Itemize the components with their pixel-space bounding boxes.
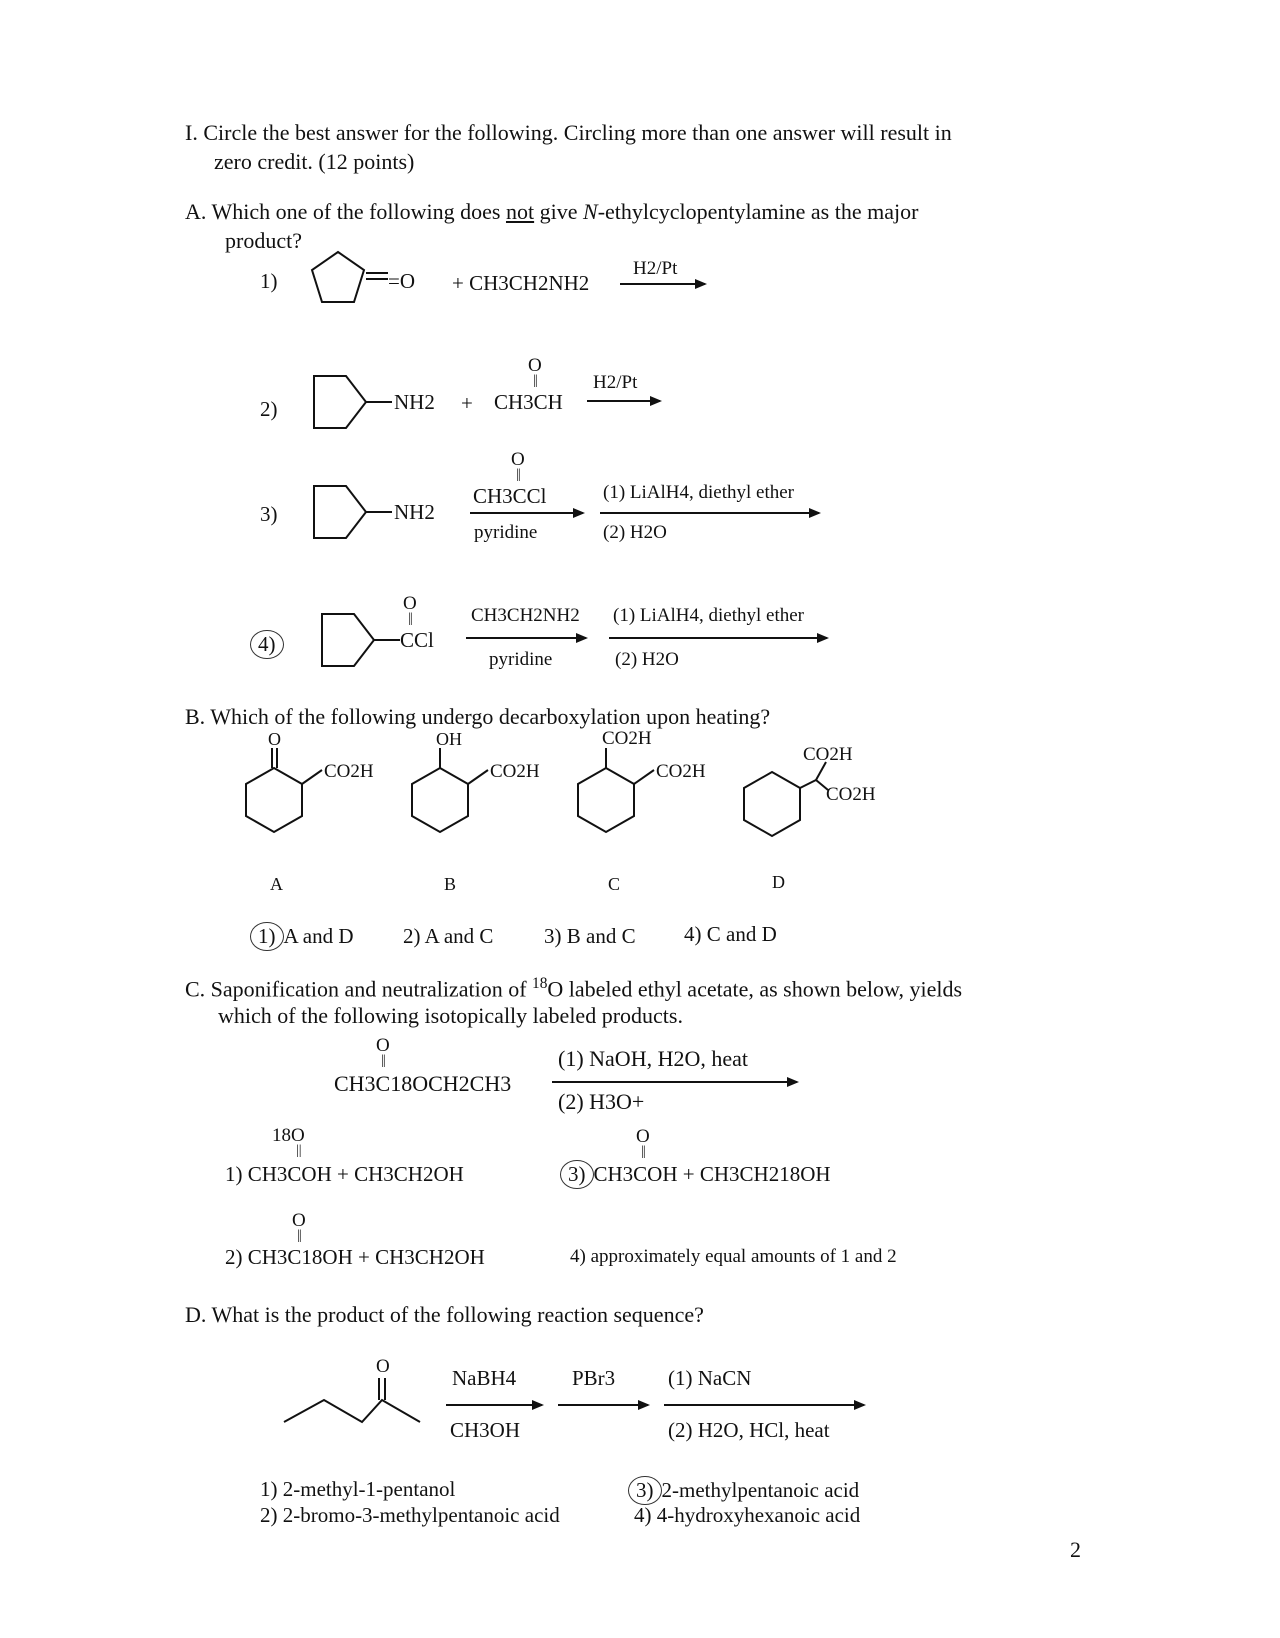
qb-answer-1: [250, 922, 354, 951]
double-bond-mark: ||: [516, 467, 520, 482]
qa-option4-step1: (1) LiAlH4, diethyl ether: [613, 605, 805, 626]
qd-option3-text: 2-methylpentanoic acid: [661, 1478, 860, 1502]
qb-letter-b: B: [444, 874, 457, 894]
double-bond-mark: ||: [297, 1228, 301, 1243]
qc-opt2-carbonyl: [292, 1211, 306, 1243]
carbonyl-oxygen: O: [376, 1035, 390, 1056]
circled-answer: 3): [628, 1476, 662, 1505]
qc-option3-text: CH3COH + CH3CH218OH: [593, 1162, 831, 1186]
qb-structA-co2h: CO2H: [324, 761, 374, 782]
qc-opt1-oxygen: 18O: [272, 1125, 305, 1146]
qd-option1: 1) 2-methyl-1-pentanol: [260, 1477, 456, 1501]
section-heading-line2: zero credit. (12 points): [214, 149, 415, 174]
qa-option4-ccl: CCl: [400, 628, 434, 652]
qb-answer-2: 2) A and C: [403, 924, 494, 948]
qa-option3-step1: (1) LiAlH4, diethyl ether: [603, 482, 795, 503]
qa-option3-reagent: CH3CCl: [473, 484, 547, 508]
qb-structC-side-co2h: CO2H: [656, 761, 706, 782]
qd-reagent3-top: (1) NaCN: [668, 1366, 752, 1390]
qb-structC-top-co2h: CO2H: [602, 728, 652, 749]
qd-reagent3-bottom: (2) H2O, HCl, heat: [668, 1418, 830, 1442]
qa-option1-oxygen: =O: [388, 269, 416, 293]
qb-structB-oh: OH: [436, 729, 462, 749]
qc-option3: [560, 1160, 831, 1189]
cyclopentylamine-ring: [310, 372, 372, 432]
qa-option3-step2: (2) H2O: [603, 522, 667, 543]
qb-structB-co2h: CO2H: [490, 761, 540, 782]
qc-option2: 2) CH3C18OH + CH3CH2OH: [225, 1245, 485, 1269]
qa-option4-label: [250, 630, 284, 659]
qc-ester-carbonyl: [376, 1036, 390, 1068]
hydroxy-cyclohexane-acid-B: [410, 744, 520, 836]
question-c-stem-line2: which of the following isotopically labeled products.: [218, 1003, 683, 1028]
reaction-arrow: [620, 283, 705, 285]
cyclopentanone-ring: [308, 248, 368, 308]
qa-option2-condition: H2/Pt: [593, 372, 638, 393]
qc-stem-post: O labeled ethyl acetate, as shown below, yields: [547, 976, 963, 1002]
qa-option3-label: 3): [260, 502, 278, 526]
double-bond-mark: ||: [641, 1144, 645, 1159]
qa-option4-reagent: CH3CH2NH2: [471, 605, 580, 626]
reaction-arrow: [446, 1404, 542, 1406]
question-a-stem-line2: product?: [225, 228, 302, 253]
reaction-arrow: [600, 512, 819, 514]
2-pentanone-skeletal: [282, 1378, 422, 1428]
qa-option3-carbonyl: [511, 450, 525, 482]
carbonyl-oxygen: O: [511, 449, 525, 470]
qa-stem-post: -ethylcyclopentylamine as the major: [597, 199, 919, 224]
qa-option4-carbonyl: [403, 594, 417, 626]
qc-stem-isotope: 18: [532, 975, 548, 992]
qa-stem-italic-n: N: [583, 199, 598, 224]
reaction-arrow: [587, 400, 660, 402]
qa-option4-step2: (2) H2O: [615, 649, 679, 670]
circled-answer: 4): [250, 630, 284, 659]
circled-answer: 1): [250, 922, 284, 951]
qa-stem-not: not: [505, 199, 535, 224]
cyclopentane-ring: [318, 610, 380, 670]
question-c-stem-line1: [185, 975, 962, 1002]
qa-option1-reagent: + CH3CH2NH2: [452, 271, 590, 295]
reaction-arrow: [664, 1404, 864, 1406]
qc-ester-formula: CH3C18OCH2CH3: [334, 1071, 512, 1096]
qc-option1: 1) CH3COH + CH3CH2OH: [225, 1162, 464, 1186]
reaction-arrow: [470, 512, 583, 514]
qd-reagent2-top: PBr3: [572, 1366, 616, 1390]
qc-step1: (1) NaOH, H2O, heat: [558, 1046, 748, 1071]
qa-option3-pyridine: pyridine: [474, 522, 538, 543]
qc-option4: 4) approximately equal amounts of 1 and 2: [570, 1246, 897, 1267]
qb-structD-side-co2h: CO2H: [826, 784, 876, 805]
question-b-stem: B. Which of the following undergo decarboxylation upon heating?: [185, 704, 771, 729]
qb-letter-d: D: [772, 872, 785, 892]
qb-answer-3: 3) B and C: [544, 924, 636, 948]
qb-answer-1-text: A and D: [283, 924, 354, 948]
qa-option2-reagent: CH3CH: [494, 390, 563, 414]
qa-stem-pre: A. Which one of the following does: [185, 199, 506, 224]
qb-letter-a: A: [270, 874, 283, 894]
reaction-arrow: [552, 1081, 797, 1083]
qb-letter-c: C: [608, 874, 621, 894]
qd-option4: 4) 4-hydroxyhexanoic acid: [634, 1503, 861, 1527]
double-bond-mark: ||: [533, 373, 537, 388]
qb-structD-top-co2h: CO2H: [803, 744, 853, 765]
ring-bond: [366, 509, 396, 515]
carbonyl-oxygen: O: [528, 355, 542, 376]
qa-stem-mid: give: [534, 199, 583, 224]
section-heading-line1: I. Circle the best answer for the following. Circling more than one answer will result in: [185, 120, 952, 145]
double-bond-mark: ||: [408, 611, 412, 626]
qa-option1-label: 1): [260, 269, 278, 293]
qa-option2-nh2: NH2: [394, 390, 435, 414]
reaction-arrow: [466, 637, 586, 639]
qa-option2-plus: +: [461, 391, 473, 415]
qd-reagent1-top: NaBH4: [452, 1366, 517, 1390]
qb-structA-oxygen: O: [268, 729, 281, 749]
qa-option2-carbonyl: [528, 356, 542, 388]
question-a-stem-line1: [185, 199, 918, 224]
carbonyl-oxygen: O: [292, 1210, 306, 1231]
qa-option1-condition: H2/Pt: [633, 258, 678, 279]
qb-answer-4: 4) C and D: [684, 922, 777, 946]
qd-option2: 2) 2-bromo-3-methylpentanoic acid: [260, 1503, 560, 1527]
qa-option4-pyridine: pyridine: [489, 649, 553, 670]
carbonyl-oxygen: O: [636, 1126, 650, 1147]
qc-step2: (2) H3O+: [558, 1089, 645, 1114]
cyclopentylamine-ring: [310, 482, 372, 542]
qc-stem-pre: C. Saponification and neutralization of: [185, 976, 533, 1002]
qa-option3-nh2: NH2: [394, 500, 435, 524]
question-d-stem: D. What is the product of the following reaction sequence?: [185, 1302, 704, 1327]
page-number: 2: [1070, 1537, 1081, 1562]
cyclohexanone-acid-A: [244, 744, 354, 836]
qd-reagent1-bottom: CH3OH: [450, 1418, 521, 1442]
cyclohexane-diacid-C: [576, 744, 686, 836]
qa-option2-label: 2): [260, 397, 278, 421]
qd-option3: [628, 1476, 859, 1505]
reaction-arrow: [558, 1404, 648, 1406]
double-bond-mark: ||: [381, 1053, 385, 1068]
circled-answer: 3): [560, 1160, 594, 1189]
ring-bond: [366, 399, 396, 405]
carbonyl-oxygen: O: [403, 593, 417, 614]
reaction-arrow: [609, 637, 827, 639]
qc-opt3-carbonyl: [636, 1127, 650, 1159]
qd-ketone-oxygen: O: [376, 1356, 390, 1377]
double-bond-mark: ||: [296, 1143, 302, 1158]
